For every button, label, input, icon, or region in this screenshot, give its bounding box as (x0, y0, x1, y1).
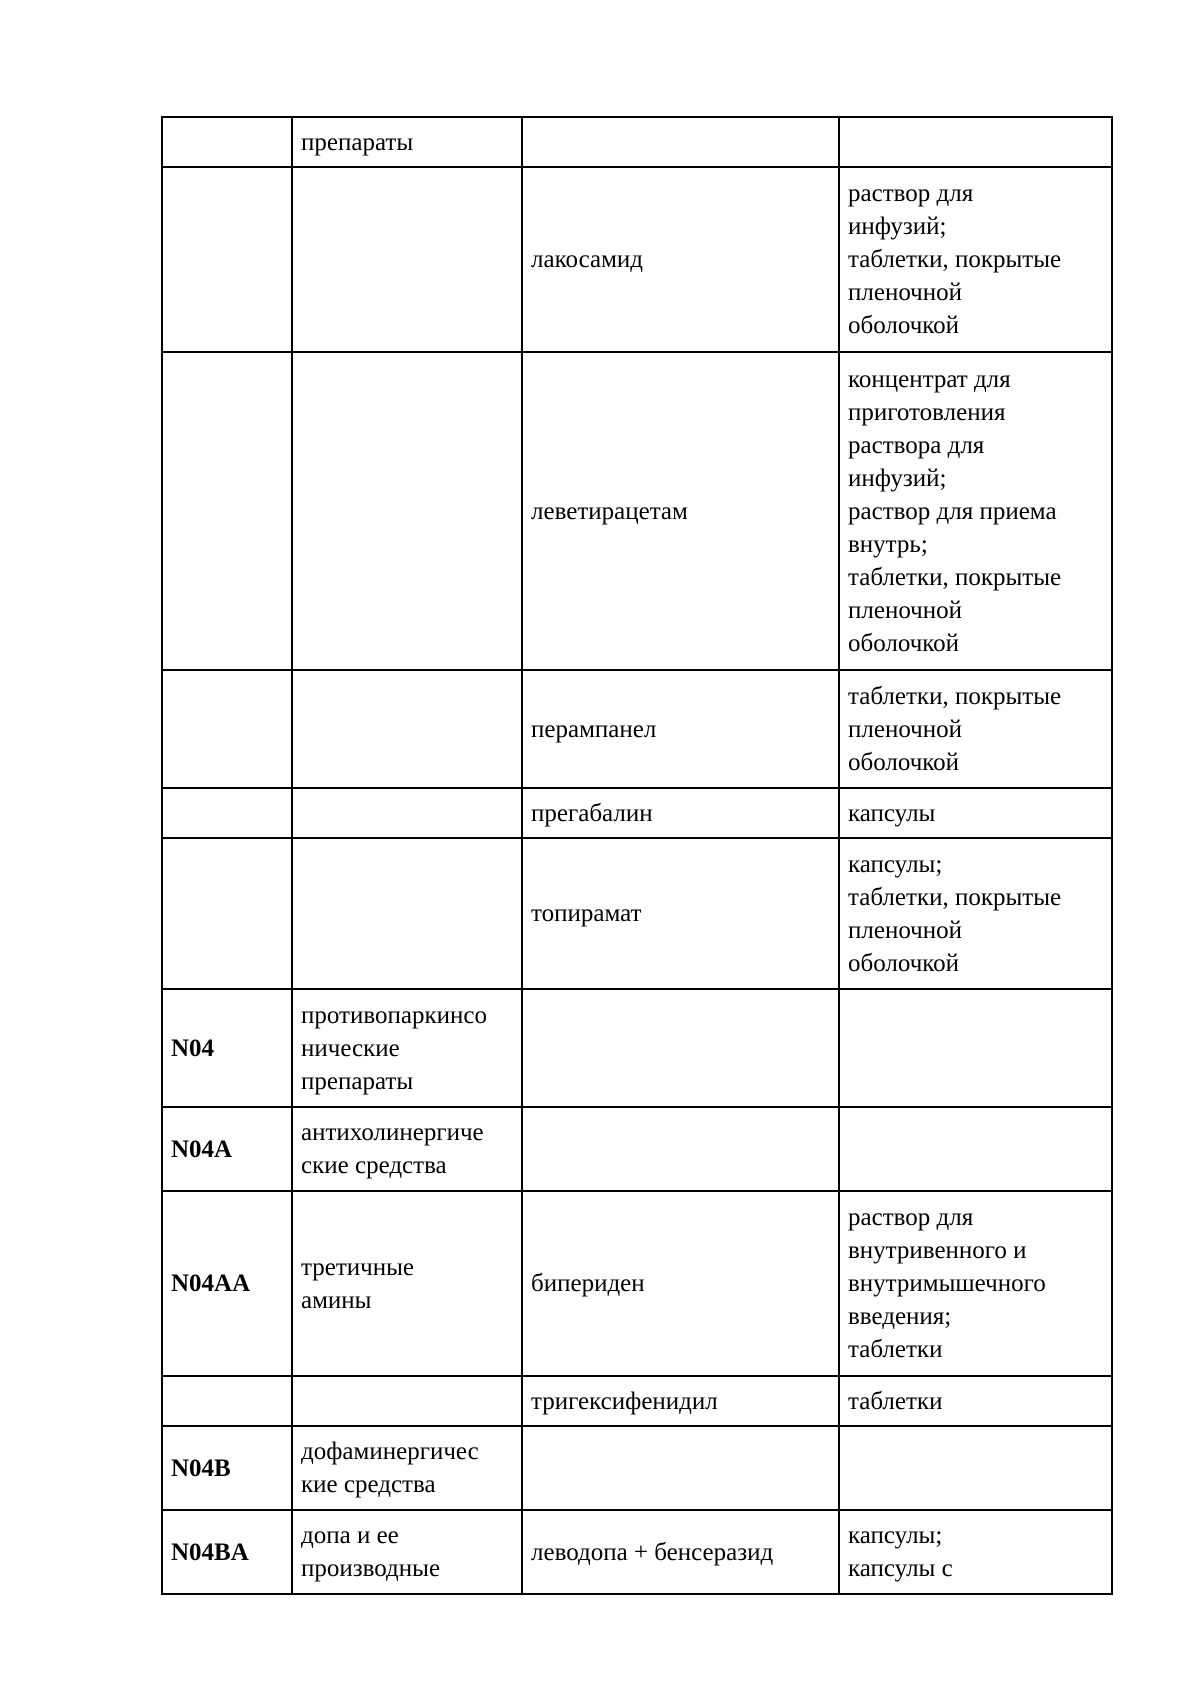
table-row (162, 670, 1112, 788)
pharm-group-line: амины (301, 1286, 372, 1314)
dosage-form-line: таблетки, покрытые (848, 883, 1062, 911)
dosage-form-line: капсулы (848, 799, 936, 827)
pharm-group-cell (292, 1510, 522, 1594)
table-row (162, 838, 1112, 989)
atc-code-cell (162, 117, 292, 167)
pharm-group-cell (292, 989, 522, 1107)
dosage-form-cell (839, 670, 1112, 788)
dosage-form-line: оболочкой (848, 312, 960, 339)
atc-code-cell: N04B (162, 1426, 292, 1510)
dosage-form-line: раствор для (848, 1204, 974, 1231)
pharm-group-cell (292, 838, 522, 989)
drug-list-table (161, 116, 1113, 1595)
dosage-form-line: приготовления (848, 398, 1006, 426)
pharm-group-line: ские средства (301, 1152, 447, 1179)
dosage-form-line: внутрь; (848, 530, 928, 558)
table-row (162, 989, 1112, 1107)
pharm-group-cell (292, 1376, 522, 1426)
atc-code-cell (162, 167, 292, 352)
drug-name-cell (522, 989, 839, 1107)
dosage-form-line: инфузий; (848, 464, 947, 492)
dosage-form-line: раствор для приема (848, 497, 1057, 525)
dosage-form-cell (839, 1191, 1112, 1376)
drug-name-cell (522, 1426, 839, 1510)
dosage-form-line: пленочной (848, 715, 963, 743)
pharm-group-cell (292, 1107, 522, 1191)
dosage-form-cell (839, 1426, 1112, 1510)
pharm-group-line: противопаркинсо (301, 1001, 487, 1029)
pharm-group-line: антихолинергиче (301, 1119, 484, 1146)
pharm-group-cell (292, 670, 522, 788)
dosage-form-line: таблетки (848, 1336, 943, 1363)
pharm-group-cell (292, 1426, 522, 1510)
dosage-form-line: пленочной (848, 279, 963, 306)
table-row (162, 1376, 1112, 1426)
dosage-form-cell (839, 1510, 1112, 1594)
dosage-form-line: капсулы; (848, 1522, 943, 1549)
dosage-form-line: инфузий; (848, 213, 947, 240)
dosage-form-line: пленочной (848, 596, 963, 624)
drug-name-cell: леветирацетам (522, 352, 839, 670)
pharm-group-cell (292, 352, 522, 670)
dosage-form-line: концентрат для (848, 365, 1011, 393)
pharm-group-line: третичные (301, 1253, 414, 1281)
drug-name-cell: перампанел (522, 670, 839, 788)
dosage-form-line: пленочной (848, 916, 963, 944)
dosage-form-line: таблетки (848, 1387, 943, 1415)
drug-name-cell: леводопа + бенсеразид (522, 1510, 839, 1594)
table-row (162, 352, 1112, 670)
dosage-form-line: введения; (848, 1303, 952, 1330)
dosage-form-cell (839, 167, 1112, 352)
atc-code-cell: N04 (162, 989, 292, 1107)
dosage-form-line: оболочкой (848, 629, 960, 657)
pharm-group-cell (292, 1191, 522, 1376)
dosage-form-line: внутримышечного (848, 1270, 1046, 1297)
dosage-form-cell (839, 788, 1112, 838)
pharm-group-line: препараты (301, 1067, 414, 1095)
table-row (162, 117, 1112, 167)
table-row (162, 1107, 1112, 1191)
table-row (162, 788, 1112, 838)
drug-name-cell: топирамат (522, 838, 839, 989)
pharm-group-line: допа и ее (301, 1522, 399, 1549)
atc-code-cell: N04AA (162, 1191, 292, 1376)
dosage-form-line: внутривенного и (848, 1237, 1027, 1264)
dosage-form-line: таблетки, покрытые (848, 246, 1062, 273)
atc-code-cell: N04A (162, 1107, 292, 1191)
dosage-form-cell (839, 838, 1112, 989)
atc-code-cell (162, 838, 292, 989)
atc-code-cell (162, 1376, 292, 1426)
pharm-group-cell (292, 167, 522, 352)
atc-code-cell (162, 670, 292, 788)
table-row (162, 1191, 1112, 1376)
dosage-form-line: оболочкой (848, 748, 960, 776)
dosage-form-line: оболочкой (848, 949, 960, 977)
pharm-group-cell (292, 788, 522, 838)
table-row (162, 167, 1112, 352)
drug-name-cell (522, 1107, 839, 1191)
drug-name-cell: лакосамид (522, 167, 839, 352)
atc-code-cell: N04BA (162, 1510, 292, 1594)
atc-code-cell (162, 352, 292, 670)
dosage-form-line: капсулы с (848, 1555, 953, 1582)
dosage-form-line: таблетки, покрытые (848, 563, 1062, 591)
atc-code-cell (162, 788, 292, 838)
dosage-form-cell (839, 117, 1112, 167)
drug-name-cell: бипериден (522, 1191, 839, 1376)
dosage-form-line: капсулы; (848, 850, 943, 878)
drug-name-cell: тригексифенидил (522, 1376, 839, 1426)
pharm-group-cell (292, 117, 522, 167)
dosage-form-cell (839, 989, 1112, 1107)
dosage-form-line: таблетки, покрытые (848, 682, 1062, 710)
pharm-group-line: дофаминергичес (301, 1438, 479, 1465)
dosage-form-cell (839, 352, 1112, 670)
dosage-form-line: раствора для (848, 431, 985, 459)
table-row (162, 1426, 1112, 1510)
pharm-group-line: препараты (301, 128, 414, 156)
dosage-form-cell (839, 1376, 1112, 1426)
dosage-form-cell (839, 1107, 1112, 1191)
pharm-group-line: кие средства (301, 1471, 436, 1498)
drug-name-cell: прегабалин (522, 788, 839, 838)
pharm-group-line: нические (301, 1034, 400, 1062)
drug-name-cell (522, 117, 839, 167)
table-row (162, 1510, 1112, 1594)
dosage-form-line: раствор для (848, 180, 974, 207)
pharm-group-line: производные (301, 1555, 441, 1582)
